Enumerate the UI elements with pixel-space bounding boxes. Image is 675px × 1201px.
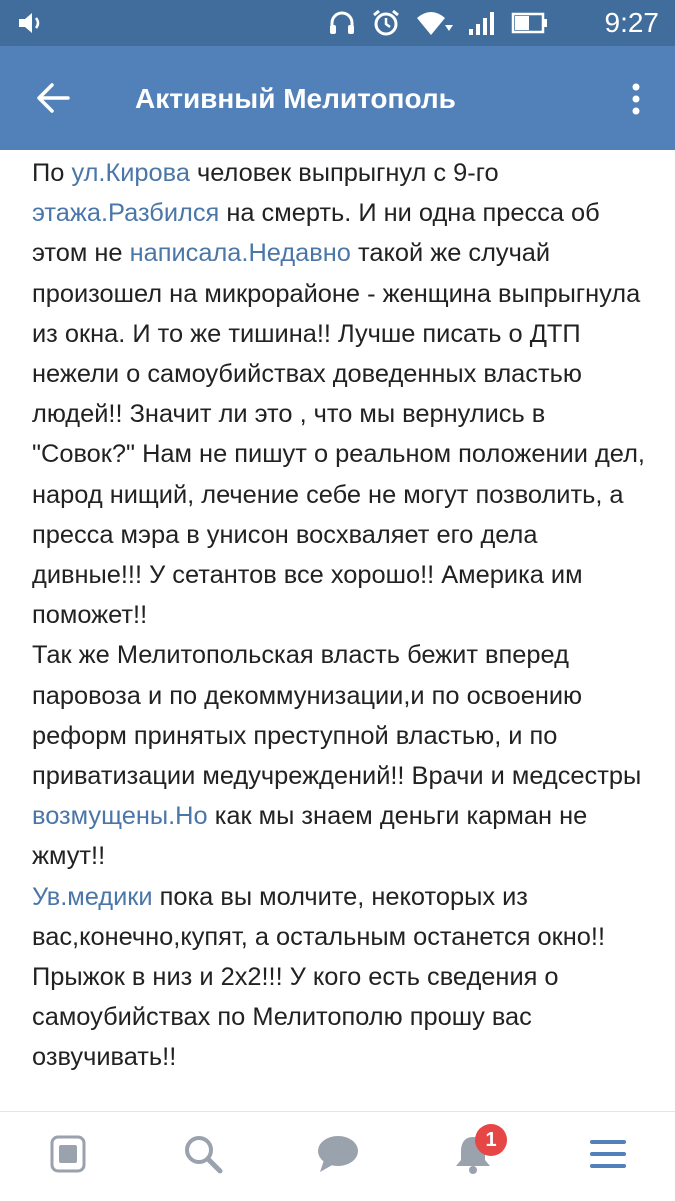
- nav-news[interactable]: [0, 1112, 135, 1201]
- post-text-segment: По: [32, 159, 72, 187]
- hamburger-menu-icon: [588, 1137, 628, 1176]
- post-text-segment: пока вы молчите, некоторых из вас,конечно,купят, а остальным останется окно!! Прыжок в низ и 2х2!!! У кого есть сведения о самоубийствах по Мелитополю прошу вас озвучивать!!: [32, 882, 606, 1072]
- nav-notifications[interactable]: [405, 1112, 540, 1201]
- battery-icon: [511, 9, 549, 42]
- volume-icon: [16, 9, 46, 42]
- headset-icon: [327, 9, 357, 42]
- page-title: Активный Мелитополь: [135, 83, 456, 114]
- post-text-segment: Так же Мелитопольская власть бежит вперед паровоза и по декоммунизации,и по освоению реформ принятых преступной властью, и по приватизации медучреждений!! Врачи и медсестры: [32, 641, 642, 791]
- more-vertical-icon[interactable]: [631, 82, 641, 121]
- search-icon: [183, 1134, 223, 1179]
- post-text: [32, 153, 652, 1111]
- arrow-left-icon[interactable]: [34, 78, 72, 123]
- post-paragraph: [32, 153, 652, 635]
- wifi-icon: [415, 9, 453, 42]
- hashtag-link[interactable]: возмущены.Но: [32, 802, 208, 831]
- app-header: [0, 46, 675, 150]
- signal-icon: [467, 9, 497, 42]
- hashtag-link[interactable]: Ув.медики: [32, 882, 153, 911]
- hashtag-link[interactable]: написала.Недавно: [129, 239, 351, 268]
- post-text-segment: такой же случай произошел на микрорайоне - женщина выпрыгнула из окна. И то же тишина!! Лучше писать о ДТП нежели о самоубийствах доведенных властью людей!! Значит ли это , что мы вернулись в "Совок?" Нам не пишут о реальном положении дел, народ нищий, лечение себе не могут позволить, а пресса мэра в унисон восхваляет его дела дивные!!! У сетантов все хорошо!! Америка им поможет!!: [32, 239, 645, 630]
- status-bar: [0, 0, 675, 46]
- newsfeed-icon: [49, 1134, 87, 1179]
- nav-messages[interactable]: [270, 1112, 405, 1201]
- alarm-icon: [371, 9, 401, 42]
- post-paragraph: [32, 877, 652, 1078]
- notification-badge: 1: [475, 1124, 507, 1156]
- hashtag-link[interactable]: этажа.Разбился: [32, 199, 220, 228]
- chat-bubble-icon: [316, 1134, 360, 1179]
- post-text-segment: человек выпрыгнул с 9-го: [190, 159, 499, 187]
- post-text-segment: как мы знаем деньги карман не жмут!!: [32, 802, 588, 871]
- nav-search[interactable]: [135, 1112, 270, 1201]
- status-time: 9:27: [604, 7, 659, 38]
- post-paragraph: [32, 635, 652, 876]
- hashtag-link[interactable]: ул.Кирова: [71, 159, 190, 187]
- nav-menu[interactable]: [540, 1112, 675, 1201]
- bottom-navigation: [0, 1111, 675, 1201]
- post-text-segment: на смерть. И ни одна пресса об этом не: [32, 199, 600, 268]
